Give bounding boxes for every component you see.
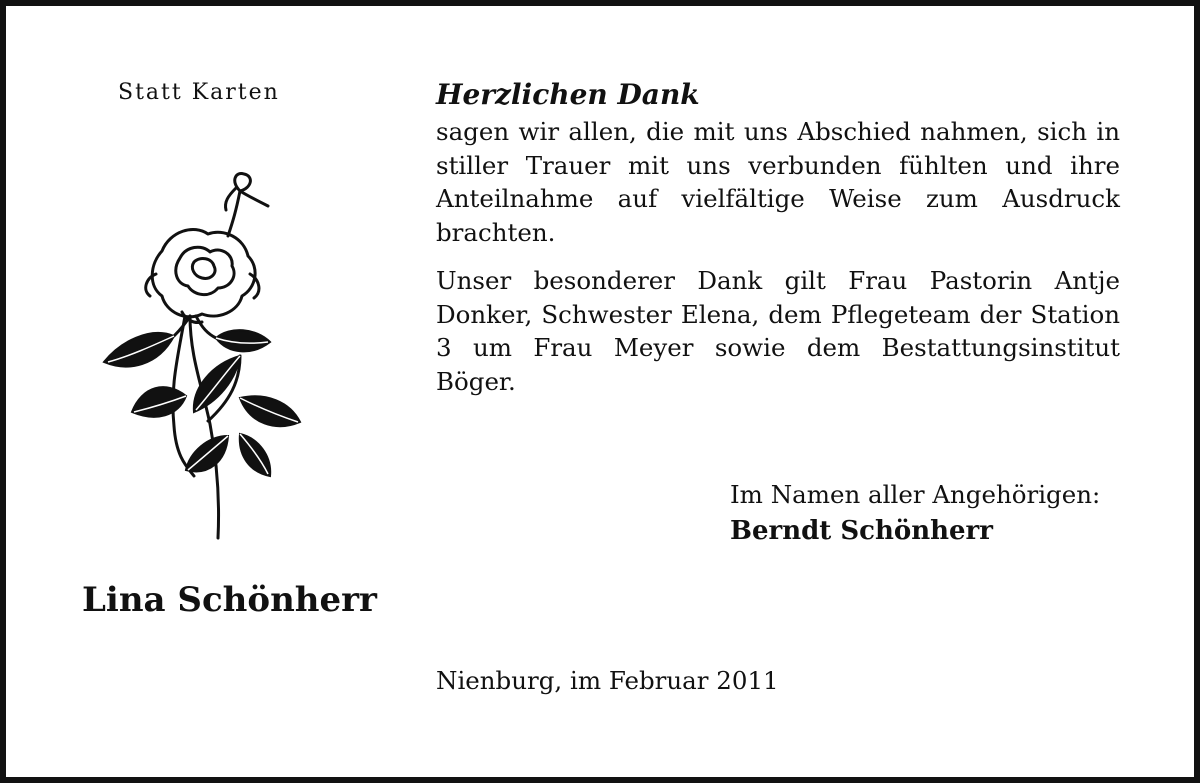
- on-behalf-line: Im Namen aller Angehörigen:: [730, 480, 1101, 509]
- statt-karten-label: Statt Karten: [118, 80, 280, 105]
- place-date: Nienburg, im Februar 2011: [436, 666, 779, 695]
- thanks-paragraph-1: sagen wir allen, die mit uns Abschied nahmen, sich in stiller Trauer mit uns verbunden fühlten und ihre Anteilnahme auf vielfältige Weise zum Ausdruck brachten.: [436, 117, 1120, 247]
- deceased-name: Lina Schönherr: [82, 580, 377, 620]
- signer-name: Berndt Schönherr: [730, 516, 993, 546]
- rose-illustration: [90, 166, 310, 546]
- thanks-paragraph-2: Unser besonderer Dank gilt Frau Pastorin Antje Donker, Schwester Elena, dem Pflegeteam der Station 3 um Frau Meyer sowie dem Bestattungsinstitut Böger.: [436, 266, 1120, 396]
- headline: Herzlichen Dank: [436, 78, 700, 111]
